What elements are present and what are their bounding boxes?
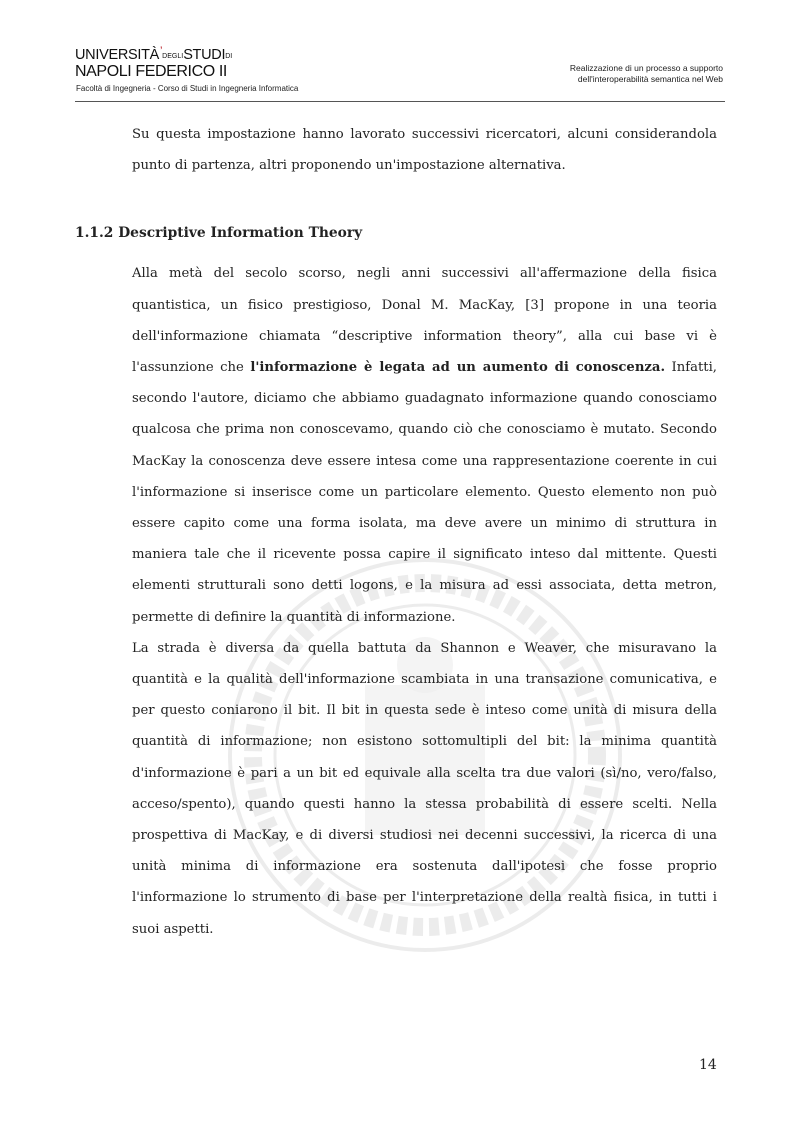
university-name-line2: NAPOLI FEDERICO II <box>75 63 227 80</box>
document-title <box>570 63 723 85</box>
paragraph-mackay-bold: l'informazione è legata ad un aumento di conoscenza. <box>250 360 666 376</box>
page-header <box>75 38 725 102</box>
page-number: 14 <box>699 1057 717 1073</box>
paragraph-mackay-part1: Alla metà del secolo scorso, negli anni successivi all'affermazione della fisica quantistica, un fisico prestigioso, Donal M. MacKay, [3] propone in una teoria dell'informazione chiamata “descriptive information theory”, alla cui base vi è l'assunzione che <box>132 266 717 376</box>
faculty-name: Facoltà di Ingegneria - Corso di Studi in Ingegneria Informatica <box>76 84 299 93</box>
university-word-universita: UNIVERSITÀ <box>75 47 160 63</box>
apostrophe-accent-icon: ’ <box>160 45 163 57</box>
section-heading: 1.1.2 Descriptive Information Theory <box>75 225 363 242</box>
paragraph-mackay <box>132 258 717 632</box>
document-title-line2: dell'interoperabilità semantica nel Web <box>577 74 723 84</box>
paragraph-shannon: La strada è diversa da quella battuta da Shannon e Weaver, che misuravano la quantità e la qualità dell'informazione scambiata in una transazione comunicativa, e per questo coniarono il bit. Il bit in questa sede è inteso come unità di misura della quantità di informazione; non esistono sottomultipli del bit: la minima quantità d'informazione è pari a un bit ed equivale alla scelta tra due valori (sì/no, vero/falso, acceso/spento), quando questi hanno la stessa probabilità di essere scelti. Nella prospettiva di MacKay, e di diversi studiosi nei decenni successivi, la ricerca di una unità minima di informazione era sostenuta dall'ipotesi che fosse proprio l'informazione lo strumento di base per l'interpretazione della realtà fisica, in tutti i suoi aspetti. <box>132 640 717 937</box>
university-word-studi: STUDI <box>183 47 226 63</box>
header-divider <box>75 101 725 102</box>
page-content <box>75 119 717 945</box>
paragraph-mackay-part2: Infatti, secondo l'autore, diciamo che abbiamo guadagnato informazione quando conosciamo qualcosa che prima non conoscevamo, quando ciò che conosciamo è mutato. Secondo MacKay la conoscenza deve essere intesa come una rappresentazione coerente in cui l'informazione si inserisce come un particolare elemento. Questo elemento non può essere capito come una forma isolata, ma deve avere un minimo di struttura in maniera tale che il ricevente possa capire il significato inteso dal mittente. Questi elementi strutturali sono detti logons, e la misura ad essi associata, detta metron, permette di definire la quantità di informazione. <box>132 360 718 625</box>
university-word-degli: DEGLI <box>162 53 184 60</box>
university-name-line1 <box>75 47 232 63</box>
university-word-di: DI <box>225 53 233 60</box>
intro-paragraph: Su questa impostazione hanno lavorato successivi ricercatori, alcuni considerandola punto di partenza, altri proponendo un'impostazione alternativa. <box>132 127 717 174</box>
document-title-line1: Realizzazione di un processo a supporto <box>569 63 723 73</box>
